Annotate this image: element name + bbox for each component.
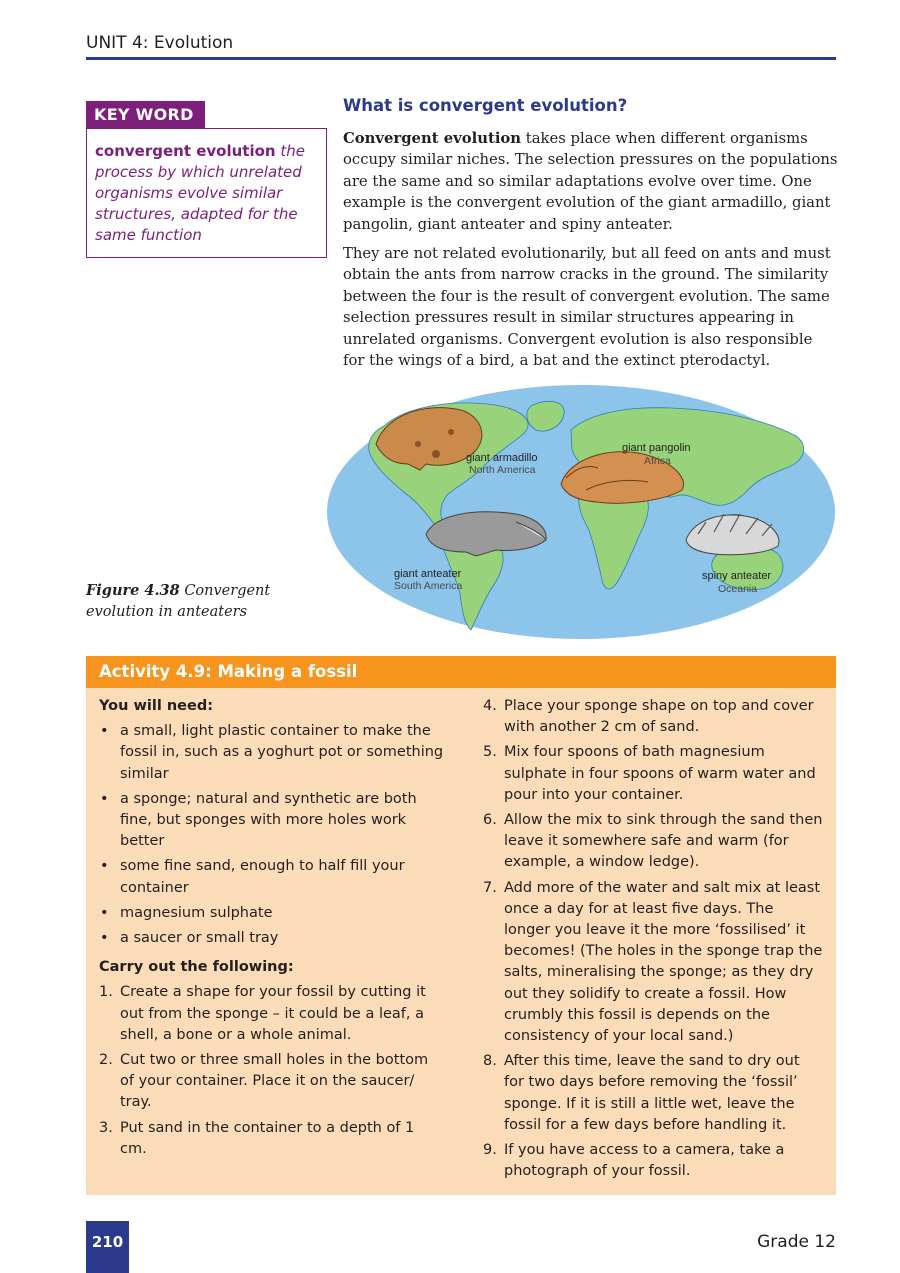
world-map-figure bbox=[326, 384, 836, 640]
list-item bbox=[483, 810, 823, 874]
list-item bbox=[483, 1051, 823, 1136]
step-text: Place your sponge shape on top and cover with another 2 cm of sand. bbox=[504, 698, 814, 736]
step-number: 3. bbox=[99, 1119, 113, 1136]
bullet-icon: • bbox=[100, 930, 109, 947]
figure-caption bbox=[86, 580, 331, 623]
list-item bbox=[99, 721, 444, 785]
step-number: 9. bbox=[483, 1142, 497, 1159]
paragraph-2: They are not related evolutionarily, but all feed on ants and must obtain the ants from narrow cracks in the ground. The similarity between the four is the result of convergent evolution. The same selection pressures result in similar structures appearing in unrelated organisms. Convergent evolution is also responsible for the wings of a bird, a bat and the extinct pterodactyl. bbox=[343, 245, 831, 370]
key-word-definition: the process by which unrelated organisms evolve similar structures, adapted for the same function bbox=[95, 142, 305, 244]
step-number: 4. bbox=[483, 698, 497, 714]
key-word-box bbox=[86, 128, 327, 258]
need-text: some fine sand, enough to half fill your container bbox=[120, 858, 405, 896]
label-giant-anteater: giant anteater bbox=[394, 568, 462, 580]
needs-list bbox=[99, 721, 444, 949]
figure-caption-text: Convergent evolution in anteaters bbox=[86, 583, 271, 620]
bullet-icon: • bbox=[100, 904, 109, 921]
list-item bbox=[99, 1050, 444, 1114]
activity-right-column bbox=[483, 696, 823, 1186]
need-text: magnesium sulphate bbox=[120, 904, 273, 921]
label-giant-pangolin: giant pangolin bbox=[622, 442, 691, 454]
list-item bbox=[99, 789, 444, 853]
key-word-term: convergent evolution bbox=[95, 142, 276, 160]
steps-list-right bbox=[483, 696, 823, 1182]
section-heading: What is convergent evolution? bbox=[343, 96, 628, 115]
figure-caption-label: Figure 4.38 bbox=[86, 582, 180, 599]
key-word-tab: KEY WORD bbox=[86, 101, 205, 129]
label-oceania: Oceania bbox=[718, 583, 758, 595]
label-spiny-anteater: spiny anteater bbox=[702, 570, 772, 582]
list-item bbox=[99, 903, 444, 924]
paragraph-1 bbox=[343, 128, 838, 235]
paragraph-1-text: takes place when different organisms occupy similar niches. The selection pressures on the populations are the same and so similar adaptations evolve over time. One example is the convergent evolution of the giant armadillo, giant pangolin, giant anteater and spiny anteater. bbox=[343, 130, 838, 233]
step-text: Put sand in the container to a depth of 1 cm. bbox=[120, 1119, 415, 1157]
step-text: If you have access to a camera, take a photograph of your fossil. bbox=[504, 1142, 785, 1180]
label-north-america: North America bbox=[469, 464, 536, 476]
need-text: a small, light plastic container to make the fossil in, such as a yoghurt pot or something similar bbox=[120, 723, 444, 782]
need-text: a sponge; natural and synthetic are both fine, but sponges with more holes work better bbox=[120, 790, 417, 850]
step-text: Mix four spoons of bath magnesium sulphate in four spoons of warm water and pour into your container. bbox=[504, 744, 816, 803]
step-text: Create a shape for your fossil by cutting it out from the sponge – it could be a leaf, a shell, a bone or a whole animal. bbox=[120, 984, 426, 1043]
step-number: 1. bbox=[99, 984, 113, 1001]
paragraph-1-term: Convergent evolution bbox=[343, 130, 522, 147]
header-rule bbox=[86, 57, 836, 60]
label-south-america: South America bbox=[394, 580, 463, 592]
step-number: 8. bbox=[483, 1053, 497, 1070]
need-text: a saucer or small tray bbox=[120, 930, 279, 947]
list-item bbox=[99, 928, 444, 949]
bullet-icon: • bbox=[100, 858, 109, 875]
list-item bbox=[99, 982, 444, 1046]
grade-label: Grade 12 bbox=[757, 1232, 836, 1252]
list-item bbox=[99, 1118, 444, 1160]
bullet-icon: • bbox=[100, 723, 109, 740]
step-number: 6. bbox=[483, 812, 497, 829]
list-item bbox=[483, 696, 823, 738]
list-item bbox=[483, 742, 823, 806]
list-item bbox=[99, 856, 444, 898]
page-number: 210 bbox=[86, 1221, 129, 1273]
steps-heading: Carry out the following: bbox=[99, 959, 294, 976]
steps-list-left bbox=[99, 982, 444, 1160]
world-map bbox=[326, 384, 836, 640]
step-text: Allow the mix to sink through the sand then leave it somewhere safe and warm (for example, a window ledge). bbox=[504, 812, 823, 871]
step-number: 2. bbox=[99, 1052, 113, 1069]
step-text: Cut two or three small holes in the bottom of your container. Place it on the saucer/ tray. bbox=[120, 1052, 429, 1111]
bullet-icon: • bbox=[100, 790, 109, 807]
activity-header: Activity 4.9: Making a fossil bbox=[86, 656, 836, 688]
unit-title: UNIT 4: Evolution bbox=[86, 33, 234, 53]
step-number: 5. bbox=[483, 744, 497, 761]
step-text: After this time, leave the sand to dry out for two days before removing the ‘fossil’ sponge. If it is still a little wet, leave the fossil for a few days before handling it. bbox=[504, 1053, 800, 1133]
needs-heading: You will need: bbox=[99, 698, 214, 714]
step-text: Add more of the water and salt mix at least once a day for at least five days. The longer you leave it the more ‘fossilised’ it becomes! (The holes in the sponge trap the salts, mineralising the sponge; as they dry out they solidify to create a fossil. How crumbly this fossil is depends on the consistency of your local sand.) bbox=[504, 879, 823, 1045]
list-item bbox=[483, 878, 823, 1048]
activity-left-column bbox=[99, 696, 444, 1164]
label-africa: Africa bbox=[644, 455, 671, 467]
step-number: 7. bbox=[483, 879, 497, 896]
label-giant-armadillo: giant armadillo bbox=[466, 452, 538, 464]
list-item bbox=[483, 1140, 823, 1182]
